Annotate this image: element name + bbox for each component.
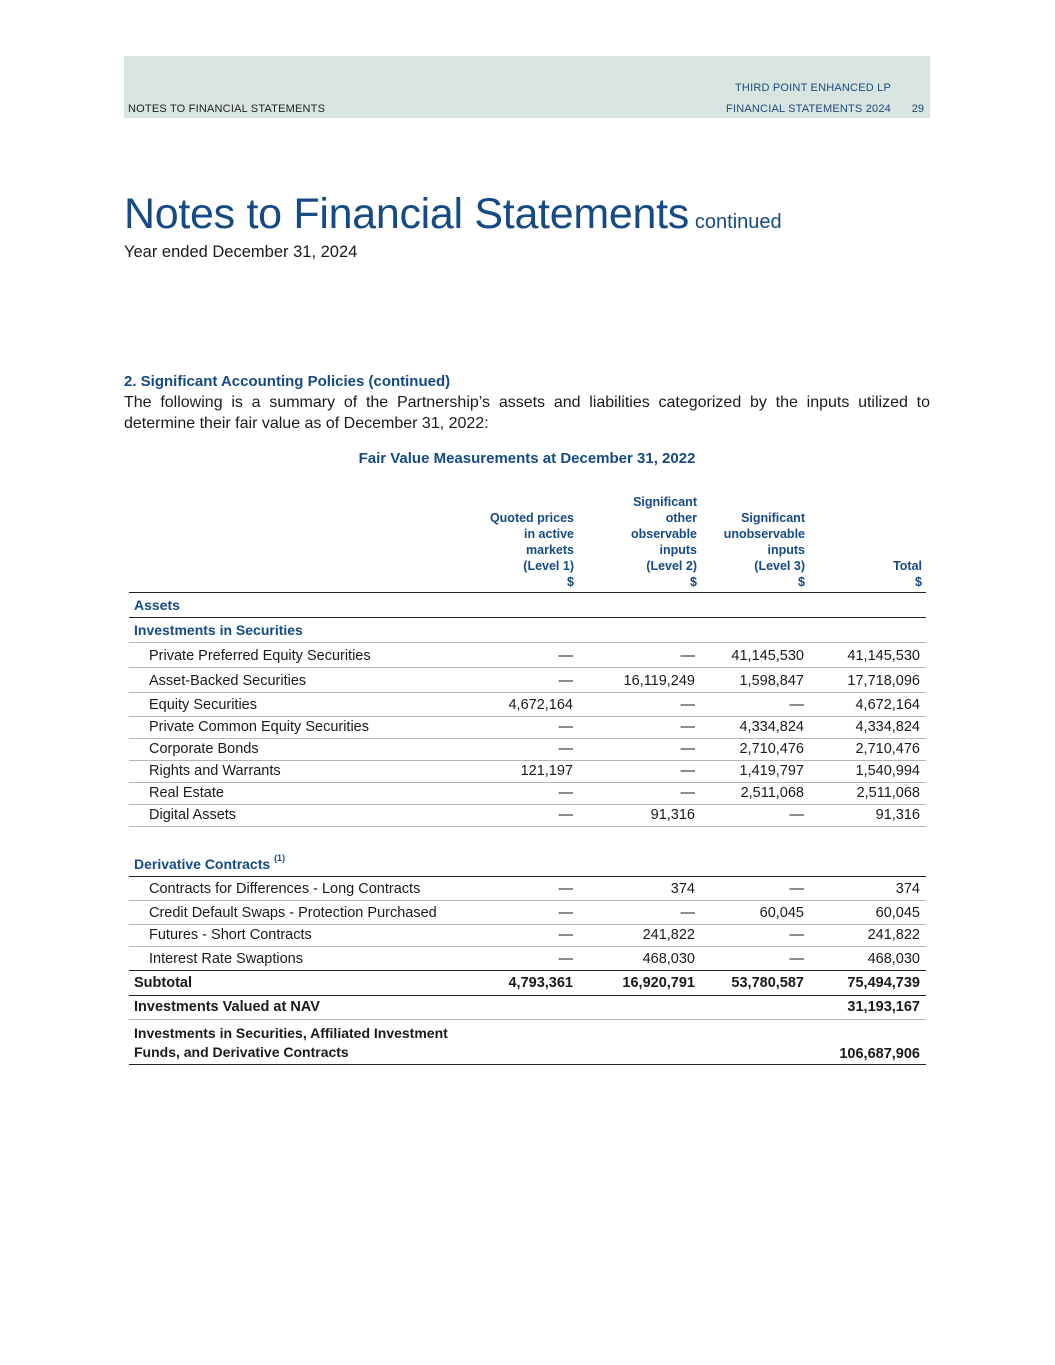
cell-total: 41,145,530 xyxy=(847,648,920,664)
page-title: Notes to Financial Statements xyxy=(124,190,689,238)
header-report: FINANCIAL STATEMENTS 2024 xyxy=(726,103,891,115)
cell-level-2: — xyxy=(680,697,695,713)
row-label: Interest Rate Swaptions xyxy=(149,951,303,967)
column-header-line: $ xyxy=(690,575,697,589)
row-label xyxy=(134,853,286,872)
cell-level-3: 2,710,476 xyxy=(739,741,804,757)
section-heading: 2. Significant Accounting Policies (continued) xyxy=(124,373,451,390)
row-label: Investments Valued at NAV xyxy=(134,999,320,1015)
cell-level-1: 121,197 xyxy=(520,763,573,779)
grand-total-row xyxy=(129,1022,926,1062)
table-row xyxy=(129,759,926,779)
column-header-line: Quoted prices xyxy=(489,511,574,525)
cell-total: 4,672,164 xyxy=(855,697,920,713)
column-header-line: unobservable xyxy=(723,527,805,541)
cell-level-3: 2,511,068 xyxy=(740,785,804,801)
row-label: Investments in Securities xyxy=(134,622,303,638)
cell-total: 2,710,476 xyxy=(855,741,920,757)
table-rule-thin xyxy=(129,667,926,668)
row-label: Asset-Backed Securities xyxy=(149,673,307,689)
page-subtitle: Year ended December 31, 2024 xyxy=(124,243,358,261)
cell-level-2: 91,316 xyxy=(650,807,695,823)
cell-level-1: — xyxy=(558,905,573,921)
cell-level-1: — xyxy=(558,719,573,735)
cell-total: 60,045 xyxy=(875,905,920,921)
cell-level-3: 41,145,530 xyxy=(731,648,804,664)
cell-total: 374 xyxy=(895,881,920,897)
column-header-line: $ xyxy=(915,575,922,589)
table-row xyxy=(129,644,926,664)
table-row xyxy=(129,901,926,921)
column-header-line: inputs xyxy=(767,543,805,557)
column-header-line: $ xyxy=(798,575,805,589)
cell-level-3: — xyxy=(789,807,804,823)
cell-total: 241,822 xyxy=(867,927,920,943)
cell-level-1: — xyxy=(558,881,573,897)
row-label: Futures - Short Contracts xyxy=(149,927,312,943)
row-label: Credit Default Swaps - Protection Purchased xyxy=(149,905,437,921)
table-row xyxy=(129,737,926,757)
section-intro: The following is a summary of the Partnership’s assets and liabilities categorized by the inputs utilized to determine their fair value as of December 31, 2022: xyxy=(124,394,930,432)
cell-level-2: 241,822 xyxy=(642,927,695,943)
cell-level-1: — xyxy=(558,807,573,823)
column-header xyxy=(724,510,805,590)
cell-level-3: 1,419,797 xyxy=(739,763,804,779)
column-header-line: $ xyxy=(567,575,574,589)
column-header-line: Significant xyxy=(633,495,697,509)
cell-total: 2,511,068 xyxy=(856,785,920,801)
cell-level-1: — xyxy=(558,648,573,664)
cell-total: 1,540,994 xyxy=(855,763,920,779)
row-label: Real Estate xyxy=(149,785,224,801)
cell-level-3: 53,780,587 xyxy=(731,975,804,991)
column-header xyxy=(631,494,697,590)
table-row xyxy=(129,618,926,638)
table-title: Fair Value Measurements at December 31, 2022 xyxy=(358,450,696,467)
cell-level-2: — xyxy=(680,785,695,801)
table-row xyxy=(129,971,926,991)
page-title-block xyxy=(124,190,782,239)
cell-level-1: 4,793,361 xyxy=(508,975,573,991)
column-header-line: observable xyxy=(630,527,697,541)
row-label: Equity Securities xyxy=(149,697,257,713)
row-label: Private Common Equity Securities xyxy=(149,719,369,735)
table-row xyxy=(129,593,926,613)
row-label: Subtotal xyxy=(134,975,192,991)
cell-total: 91,316 xyxy=(875,807,920,823)
cell-level-1: — xyxy=(558,927,573,943)
cell-level-2: — xyxy=(680,719,695,735)
footnote-marker: (1) xyxy=(274,853,286,863)
column-header-line: (Level 2) xyxy=(646,559,697,573)
cell-level-1: 4,672,164 xyxy=(508,697,573,713)
cell-total: 4,334,824 xyxy=(855,719,920,735)
column-header-line: markets xyxy=(526,543,574,557)
cell-level-2: — xyxy=(680,763,695,779)
table-rule-thin xyxy=(129,642,926,643)
title-suffix: continued xyxy=(694,211,782,233)
table-rule-thin xyxy=(129,1019,926,1020)
cell-level-3: — xyxy=(789,951,804,967)
row-label: Corporate Bonds xyxy=(149,741,259,757)
row-label-line: Investments in Securities, Affiliated Investment xyxy=(134,1025,448,1041)
derivatives-label: Derivative Contracts xyxy=(134,856,271,872)
cell-total: 17,718,096 xyxy=(847,673,920,689)
cell-level-3: — xyxy=(789,881,804,897)
cell-level-2: 16,920,791 xyxy=(622,975,695,991)
row-label: Contracts for Differences - Long Contracts xyxy=(149,881,421,897)
cell-level-2: — xyxy=(680,905,695,921)
cell-level-2: — xyxy=(680,648,695,664)
table-row xyxy=(129,669,926,689)
cell-level-1: — xyxy=(558,673,573,689)
cell-level-3: 60,045 xyxy=(759,905,804,921)
cell-level-1: — xyxy=(558,951,573,967)
table-row xyxy=(129,781,926,801)
cell-level-1: — xyxy=(558,741,573,757)
table-row xyxy=(129,877,926,897)
table-row xyxy=(129,852,926,872)
column-header-line: Total xyxy=(893,559,922,573)
cell-level-3: 1,598,847 xyxy=(739,673,804,689)
page-number: 29 xyxy=(911,103,924,115)
cell-level-3: 4,334,824 xyxy=(739,719,804,735)
cell-level-3: — xyxy=(789,927,804,943)
header-section-label: NOTES TO FINANCIAL STATEMENTS xyxy=(128,103,326,115)
column-header-line: inputs xyxy=(659,543,697,557)
row-label: Assets xyxy=(134,597,180,613)
column-header-line: Significant xyxy=(741,511,805,525)
cell-total: 468,030 xyxy=(867,951,920,967)
cell-level-1: — xyxy=(558,785,573,801)
cell-total: 106,687,906 xyxy=(839,1046,920,1062)
cell-level-2: 468,030 xyxy=(642,951,695,967)
row-label: Digital Assets xyxy=(149,807,237,823)
row-label: Private Preferred Equity Securities xyxy=(149,648,371,664)
table-row xyxy=(129,995,926,1015)
cell-total: 75,494,739 xyxy=(847,975,920,991)
table-row xyxy=(129,947,926,967)
header-company: THIRD POINT ENHANCED LP xyxy=(735,82,891,94)
cell-total: 31,193,167 xyxy=(847,999,920,1015)
column-header-line: (Level 3) xyxy=(754,559,805,573)
table-rule-thin xyxy=(129,826,926,827)
table-rule-thick xyxy=(129,1064,926,1065)
table-row xyxy=(129,693,926,713)
row-label xyxy=(134,1024,448,1062)
column-header-line: (Level 1) xyxy=(523,559,574,573)
cell-level-2: — xyxy=(680,741,695,757)
column-header xyxy=(893,558,922,590)
table-row xyxy=(129,803,926,823)
column-header-line: in active xyxy=(523,527,574,541)
cell-level-2: 374 xyxy=(670,881,695,897)
cell-level-3: — xyxy=(789,697,804,713)
row-label: Rights and Warrants xyxy=(149,763,281,779)
cell-level-2: 16,119,249 xyxy=(623,673,695,689)
page-header xyxy=(124,56,930,118)
table-row xyxy=(129,715,926,735)
table-row xyxy=(129,923,926,943)
column-header-line: other xyxy=(665,511,697,525)
row-label-line: Funds, and Derivative Contracts xyxy=(134,1044,349,1060)
column-header xyxy=(490,510,574,590)
